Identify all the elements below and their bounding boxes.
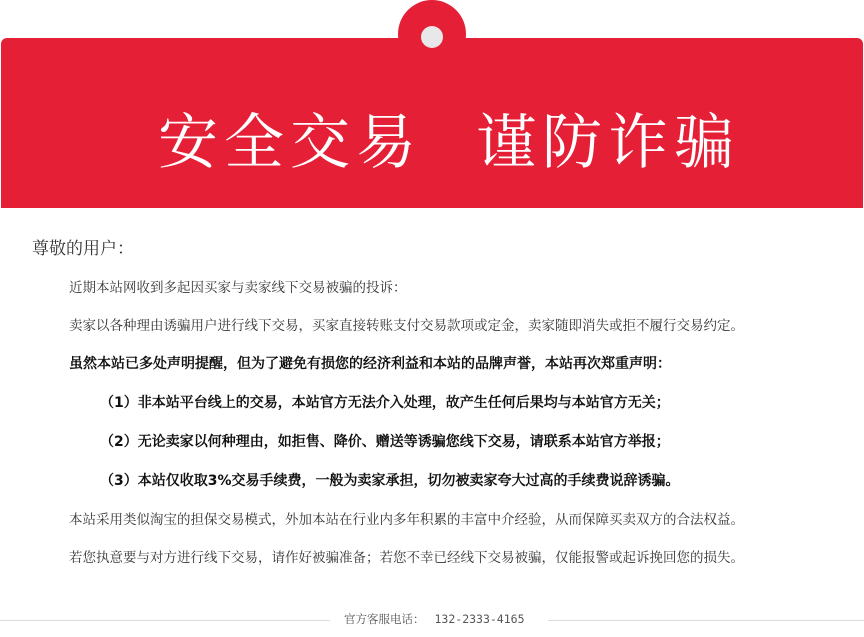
footer-phone[interactable]: 132-2333-4165 — [434, 612, 525, 626]
declaration-item: （2）无论卖家以何种理由，如拒售、降价、赠送等诱骗您线下交易，请联系本站官方举报； — [100, 434, 670, 450]
banner-title-left: 安全交易 — [158, 108, 422, 178]
declaration-item: （1）非本站平台线上的交易，本站官方无法介入处理，故产生任何后果均与本站官方无关； — [100, 395, 670, 411]
footer-label: 官方客服电话： — [344, 612, 425, 626]
notice-paragraph: 卖家以各种理由诱骗用户进行线下交易，买家直接转账支付交易款项或定金，卖家随即消失或拒不履行交易约定。 — [69, 318, 744, 334]
greeting: 尊敬的用户： — [32, 239, 134, 259]
notice-paragraph: 若您执意要与对方进行线下交易，请作好被骗准备；若您不幸已经线下交易被骗，仅能报警或起诉挽回您的损失。 — [69, 550, 744, 566]
footer-divider-left — [0, 620, 330, 621]
banner-title-right: 谨防诈骗 — [476, 108, 740, 178]
notice-paragraph: 本站采用类似淘宝的担保交易模式，外加本站在行业内多年积累的丰富中介经验，从而保障买卖双方的合法权益。 — [69, 512, 744, 528]
hang-tag-hole — [421, 26, 443, 48]
notice-paragraph: 近期本站网收到多起因买家与卖家线下交易被骗的投诉： — [69, 280, 407, 296]
declaration-heading: 虽然本站已多处声明提醒，但为了避免有损您的经济利益和本站的品牌声誉，本站再次郑重声明： — [69, 356, 671, 372]
footer-divider-right — [548, 620, 864, 621]
footer-contact — [344, 611, 525, 627]
declaration-item: （3）本站仅收取3%交易手续费，一般为卖家承担，切勿被卖家夸大过高的手续费说辞诱骗。 — [100, 473, 680, 489]
